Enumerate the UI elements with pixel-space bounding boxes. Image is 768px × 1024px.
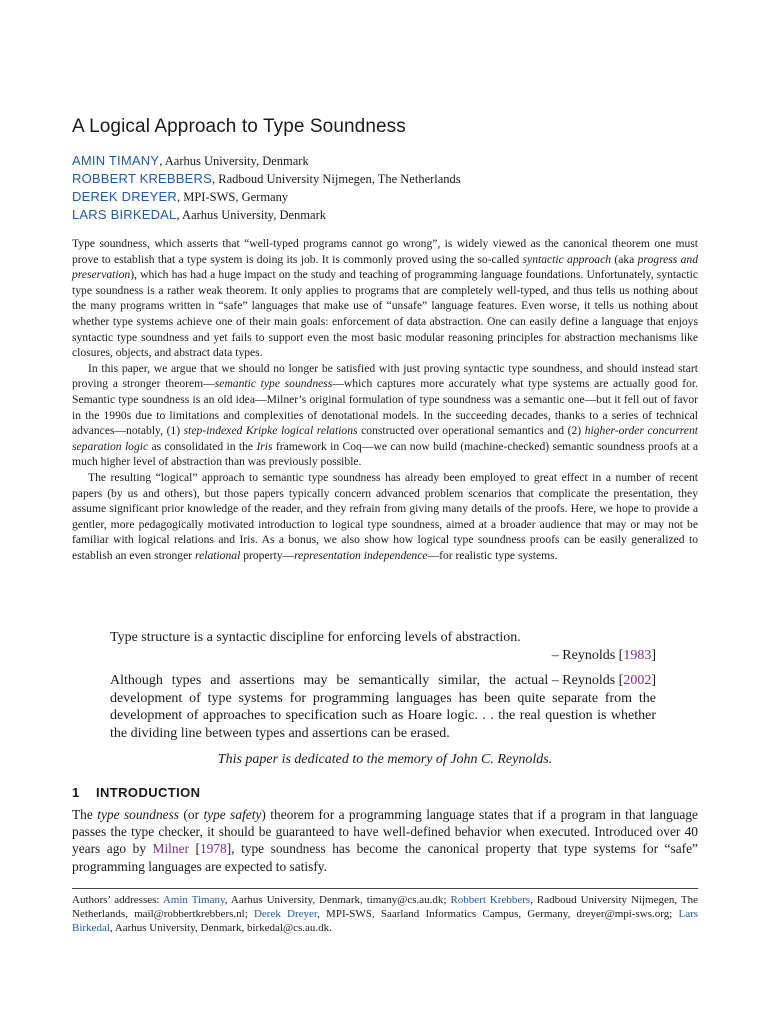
author-name-link[interactable]: Derek Dreyer: [253, 908, 318, 921]
section-number: 1: [72, 785, 80, 800]
abstract-paragraph: In this paper, we argue that we should no longer be satisfied with just proving syntactic type soundness, and should instead start proving a stronger theorem—semantic type soundness—which captures more accurately what type systems are actually good for. Semantic type soundness is an old idea—Milner’s original formulation of type soundness was a semantic one—but it fell out of favor in the 1990s due to limitations and complexities of denotational models. In the succeeding decades, thanks to a series of technical advances—notably, (1) step-indexed Kripke logical relations constructed over operational semantics and (2) higher-order concurrent separation logic as consolidated in the Iris framework in Coq—we can now build (machine-checked) semantic soundness proofs at a much higher level of abstraction than was previously possible.: [72, 361, 698, 469]
section-heading: [72, 785, 200, 800]
dedication: This paper is dedicated to the memory of John C. Reynolds.: [217, 752, 553, 767]
author-name-link[interactable]: DEREK DREYER: [72, 189, 177, 204]
citation-link[interactable]: 1983: [623, 647, 652, 663]
section-title: INTRODUCTION: [96, 785, 201, 800]
abstract-paragraph: The resulting “logical” approach to semantic type soundness has already been employed to great effect in a number of recent papers (by us and others), but those papers typically concern advanced problem scenarios that complicate the presentation, they assume significant prior knowledge of the reader, and they refrain from giving many details of the proofs. Here, we hope to provide a gentler, more pedagogically motivated introduction to logical type soundness, aimed at a broader audience that may or may not be familiar with logical relations and Iris. As a bonus, we also show how logical type soundness proofs can be easily generalized to establish an even stronger relational property—representation independence—for realistic type systems.: [72, 470, 698, 562]
citation-link[interactable]: 2002: [623, 673, 652, 688]
abstract-paragraph: Type soundness, which asserts that “well-typed programs cannot go wrong”, is widely viewed as the canonical theorem one must prove to establish that a type system is doing its job. It is commonly proved using the so-called syntactic approach (aka progress and preservation), which has had a huge impact on the study and teaching of programming language foundations. Unfortunately, syntactic type soundness is a rather weak theorem. It only applies to programs that are completely well-typed, and thus tells us nothing about the many programs written in “safe” languages that make use of “unsafe” language features. Even worse, it tells us nothing about whether type systems achieve one of their main goals: enforcement of data abstraction. One can easily define a language that enjoys syntactic type soundness and yet fails to support even the most basic modular reasoning principles for abstraction mechanisms like closures, objects, and abstract data types.: [72, 237, 699, 360]
author-list: [72, 152, 698, 224]
author-name-link[interactable]: ROBBERT KREBBERS: [72, 171, 212, 186]
epigraph-block: [110, 629, 656, 742]
abstract: [72, 236, 698, 563]
epigraph-attribution: – Reynolds [1983]: [551, 647, 656, 663]
author-entry: [72, 188, 698, 206]
author-entry: [72, 170, 698, 188]
intro-paragraph: The type soundness (or type safety) theorem for a programming language states that if a program in that language passes the type checker, it should be guaranteed to have well-defined behavior when executed. Introduced over 40 years ago by Milner [1978], type soundness has become the canonical property that type systems for “safe” programming languages are expected to satisfy.: [72, 807, 698, 874]
epigraph-attribution: – Reynolds [2002]: [551, 673, 656, 688]
author-name-link[interactable]: Robbert Krebbers: [450, 894, 531, 906]
author-name-link[interactable]: Lars Birkedal: [72, 908, 699, 935]
author-affiliation: , Aarhus University, Denmark: [159, 154, 309, 168]
epigraph-quote: Type structure is a syntactic discipline for enforcing levels of abstraction.: [110, 630, 521, 645]
citation-link[interactable]: 1978: [199, 841, 227, 857]
paper-title: A Logical Approach to Type Soundness: [72, 116, 406, 137]
footnote-divider: [72, 888, 698, 889]
epigraph-quote: – Reynolds [2002] Although types and assertions may be semantically similar, the actual development of type systems for programming languages has been quite separate from the development of approaches to specification such as Hoare logic. . . the real question is whether the dividing line between types and assertions can be erased.: [110, 673, 656, 741]
authors-addresses-footnote: Authors’ addresses: Amin Timany, Aarhus University, Denmark, timany@cs.au.dk; Robbert Krebbers, Radboud University Nijmegen, The Netherlands, mail@robbertkrebbers.nl; Derek Dreyer, MPI-SWS, Saarland Informatics Campus, Germany, dreyer@mpi-sws.org; Lars Birkedal, Aarhus University, Denmark, birkedal@cs.au.dk.: [72, 894, 699, 935]
citation-link[interactable]: Milner: [152, 841, 189, 857]
author-name-link[interactable]: AMIN TIMANY: [72, 153, 160, 168]
author-entry: [72, 152, 698, 170]
author-affiliation: , Aarhus University, Denmark: [176, 208, 326, 222]
author-name-link[interactable]: LARS BIRKEDAL: [72, 207, 177, 222]
author-affiliation: , MPI-SWS, Germany: [176, 190, 289, 204]
author-name-link[interactable]: Amin Timany: [162, 894, 225, 906]
author-affiliation: , Radboud University Nijmegen, The Netherlands: [212, 172, 461, 186]
author-entry: [72, 206, 698, 224]
